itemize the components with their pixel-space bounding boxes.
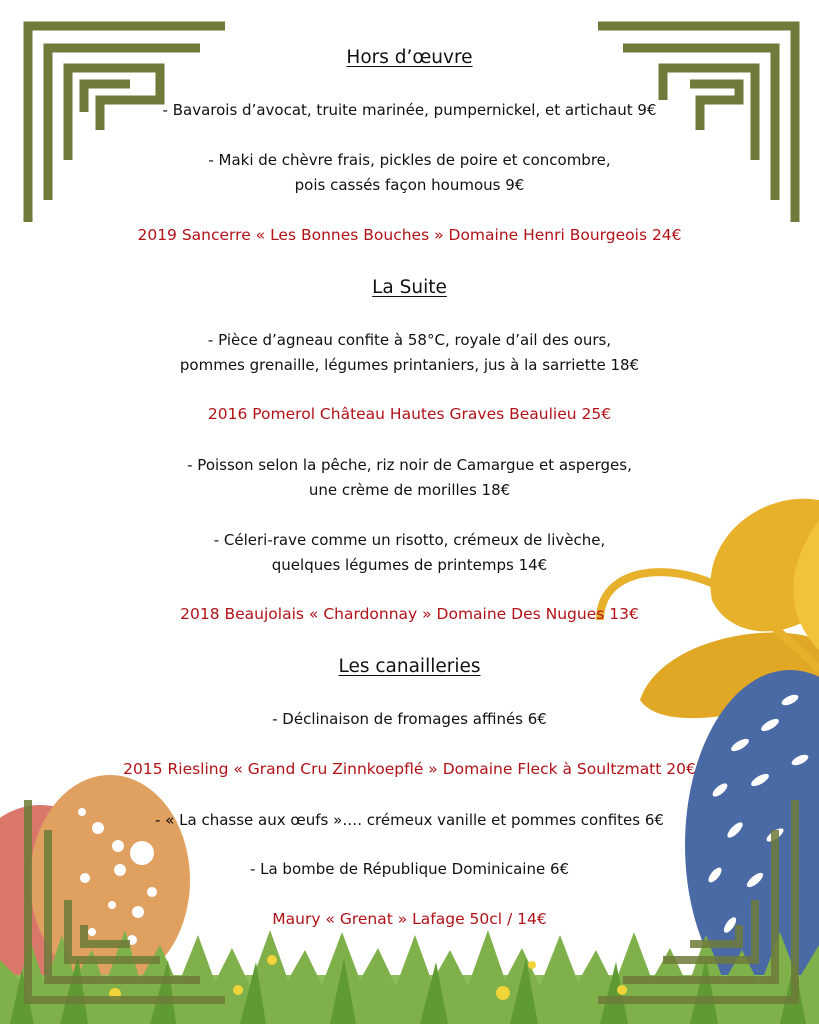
dish-celeri-line-1: - Céleri-rave comme un risotto, crémeux de livèche, — [213, 531, 606, 549]
dish-agneau-line-2: pommes grenaille, légumes printaniers, jus à la sarriette 18€ — [179, 356, 640, 374]
dish-maki-line-2: pois cassés façon houmous 9€ — [294, 176, 525, 194]
wine-sancerre: 2019 Sancerre « Les Bonnes Bouches » Domaine Henri Bourgeois 24€ — [137, 226, 682, 244]
dish-bombe: - La bombe de République Dominicaine 6€ — [249, 860, 570, 878]
wine-pomerol: 2016 Pomerol Château Hautes Graves Beaulieu 25€ — [207, 405, 612, 423]
wine-riesling: 2015 Riesling « Grand Cru Zinnkoepflé » Domaine Fleck à Soultzmatt 20€ — [123, 760, 696, 778]
wine-beaujolais: 2018 Beaujolais « Chardonnay » Domaine Des Nugues 13€ — [180, 605, 639, 623]
dish-agneau-line-1: - Pièce d’agneau confite à 58°C, royale d’ail des ours, — [207, 331, 612, 349]
section-title-les-canailleries: Les canailleries — [338, 656, 481, 677]
section-title-la-suite: La Suite — [372, 277, 447, 298]
section-title-hors-doeuvre: Hors d’œuvre — [346, 47, 473, 68]
dish-chasse-aux-oeufs: - « La chasse aux œufs »…. crémeux vanille et pommes confites 6€ — [155, 811, 664, 829]
dish-poisson-line-1: - Poisson selon la pêche, riz noir de Camargue et asperges, — [187, 456, 632, 474]
dish-poisson-line-2: une crème de morilles 18€ — [308, 481, 511, 499]
dish-maki-line-1: - Maki de chèvre frais, pickles de poire et concombre, — [208, 151, 611, 169]
dish-celeri-line-2: quelques légumes de printemps 14€ — [271, 556, 548, 574]
wine-maury: Maury « Grenat » Lafage 50cl / 14€ — [272, 910, 547, 928]
dish-bavarois: - Bavarois d’avocat, truite marinée, pumpernickel, et artichaut 9€ — [162, 101, 657, 119]
dish-fromages: - Déclinaison de fromages affinés 6€ — [272, 710, 547, 728]
